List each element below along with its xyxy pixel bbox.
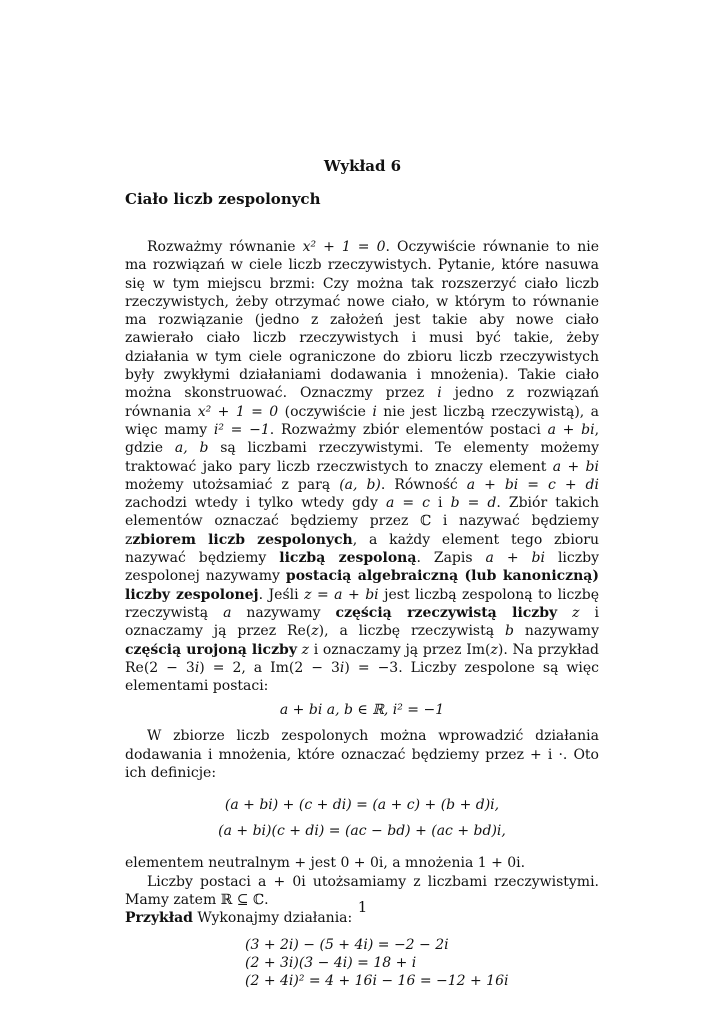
example-intro: Wykonajmy działania: xyxy=(192,910,353,927)
math-inline: a, b xyxy=(174,440,209,457)
text-run: jest liczbą zespoloną to liczbę rzeczywistą xyxy=(125,586,599,621)
paragraph-neutral: elementem neutralnym + jest 0 + 0i, a mnożenia 1 + 0i. xyxy=(125,855,526,872)
math-inline: b xyxy=(504,623,514,640)
text-run: . Równość xyxy=(380,476,467,493)
term-imaginary-part: częścią urojoną liczby xyxy=(125,641,297,658)
term-complex-number: liczbą zespoloną xyxy=(279,550,417,567)
text-run: . Rozważmy zbiór elementów postaci xyxy=(269,421,548,438)
body-text xyxy=(125,238,599,990)
math-inline: i² = −1 xyxy=(213,421,270,438)
math-inline: a + bi xyxy=(552,458,600,475)
text-run xyxy=(557,605,572,621)
text-run: Rozważmy równanie xyxy=(147,239,303,255)
text-run: i oznaczamy ją przez Re( xyxy=(125,604,599,640)
example-line: (2 + 4i)² = 4 + 16i − 16 = −12 + 16i xyxy=(245,972,509,989)
math-inline: a + bi xyxy=(547,421,595,438)
page-number: 1 xyxy=(357,898,368,916)
lecture-title: Wykład 6 xyxy=(323,157,402,175)
math-inline: z xyxy=(301,641,310,658)
math-inline: x² + 1 = 0 xyxy=(302,239,386,255)
text-run: , a każdy element tego zbioru nazywać będziemy xyxy=(125,531,599,567)
math-inline: a = c xyxy=(385,495,430,512)
text-run: nazywamy xyxy=(513,623,599,640)
example-label: Przykład xyxy=(125,910,193,927)
math-inline: x² + 1 = 0 xyxy=(197,403,279,420)
text-run: i oznaczamy ją przez Im( xyxy=(309,641,491,658)
text-run: ) = 2, a Im(2 − 3 xyxy=(199,659,340,676)
text-run: (oczywiście xyxy=(278,403,373,420)
math-inline: z xyxy=(311,623,319,640)
example-line: (2 + 3i)(3 − 4i) = 18 + i xyxy=(245,954,417,971)
text-run: są liczbami rzeczywistymi. Te elementy możemy traktować jako pary liczb rzeczwistych to znaczy element xyxy=(125,440,599,475)
paragraph-real-embedding: Liczby postaci a + 0i utożsamiamy z liczbami rzeczywistymi. Mamy zatem ℝ ⊆ ℂ. xyxy=(125,873,599,908)
paragraph-intro xyxy=(125,238,599,695)
math-inline: z xyxy=(490,641,498,658)
text-run: . Jeśli xyxy=(258,586,305,603)
text-run: i xyxy=(429,495,451,512)
term-complex-set: zbiorem liczb zespolonych xyxy=(132,531,353,548)
text-run: . Zbiór takich elementów oznaczać będziemy przez ℂ i nazywać będziemy z xyxy=(125,495,599,548)
multiplication-definition: (a + bi)(c + di) = (ac − bd) + (ac + bd)i, xyxy=(218,823,506,840)
text-run: . Zapis xyxy=(416,550,486,567)
math-inline: i xyxy=(372,403,377,420)
addition-definition: (a + bi) + (c + di) = (a + c) + (b + d)i, xyxy=(224,797,500,814)
math-inline: i xyxy=(339,659,345,676)
example-line: (3 + 2i) − (5 + 4i) = −2 − 2i xyxy=(245,936,449,953)
math-inline: b = d xyxy=(450,495,497,512)
text-run: ). Na przykład Re(2 − 3 xyxy=(125,641,600,676)
example-calculations xyxy=(245,936,599,990)
math-inline: a + bi = c + di xyxy=(466,476,599,493)
math-inline: a + bi xyxy=(485,550,545,567)
text-run: ), a liczbę rzeczywistą xyxy=(318,623,505,640)
math-inline: z xyxy=(572,604,580,621)
text-run: zachodzi wtedy i tylko wtedy gdy xyxy=(125,495,386,512)
text-run: , gdzie xyxy=(125,421,600,457)
math-inline: i xyxy=(437,385,442,402)
term-real-part: częścią rzeczywistą liczby xyxy=(335,604,558,621)
display-equation-form: a + bi a, b ∈ ℝ, i² = −1 xyxy=(279,702,445,719)
section-heading: Ciało liczb zespolonych xyxy=(125,190,321,208)
text-run: liczby zespolonej nazywamy xyxy=(125,550,599,585)
math-inline: i xyxy=(194,659,200,676)
math-inline: z = a + bi xyxy=(304,586,379,603)
text-run: nie jest liczbą rzeczywistą), a więc mamy xyxy=(125,403,599,438)
text-run: nazywamy xyxy=(231,604,336,621)
definitions-block xyxy=(125,792,599,844)
text-run: . Oczywiście równanie to nie ma rozwiązań w ciele liczb rzeczywistych. Pytanie, które nasuwa się w tym miejscu brzmi: Czy można tak rozszerzyć ciało liczb rzeczywistych, żeby otrzymać nowe ciało, w którym to równanie ma rozwiązanie (jedno z założeń jest takie aby nowe ciało zawierało ciało liczb rzeczywistych i musi być takie, żeby działania w tym ciele ograniczone do zbioru liczb rzeczywistych były zwykłymi działaniami dodawania i mnożenia). Takie ciało można skonstruować. Oznaczmy przez xyxy=(125,239,600,402)
text-run: ) = −3. Liczby zespolone są więc elementami postaci: xyxy=(125,659,600,695)
math-inline: (a, b) xyxy=(339,476,381,493)
text-run: jedno z rozwiązań równania xyxy=(125,385,599,420)
text-run: możemy utożsamiać z parą xyxy=(125,476,340,493)
math-inline: a xyxy=(223,604,232,621)
term-algebraic-form: postacią algebraiczną (lub kanoniczną) liczby zespolonej xyxy=(125,568,599,603)
paragraph-operations: W zbiorze liczb zespolonych można wprowadzić działania dodawania i mnożenia, które oznaczać będziemy przez + i ·. Oto ich definicje: xyxy=(125,728,599,782)
